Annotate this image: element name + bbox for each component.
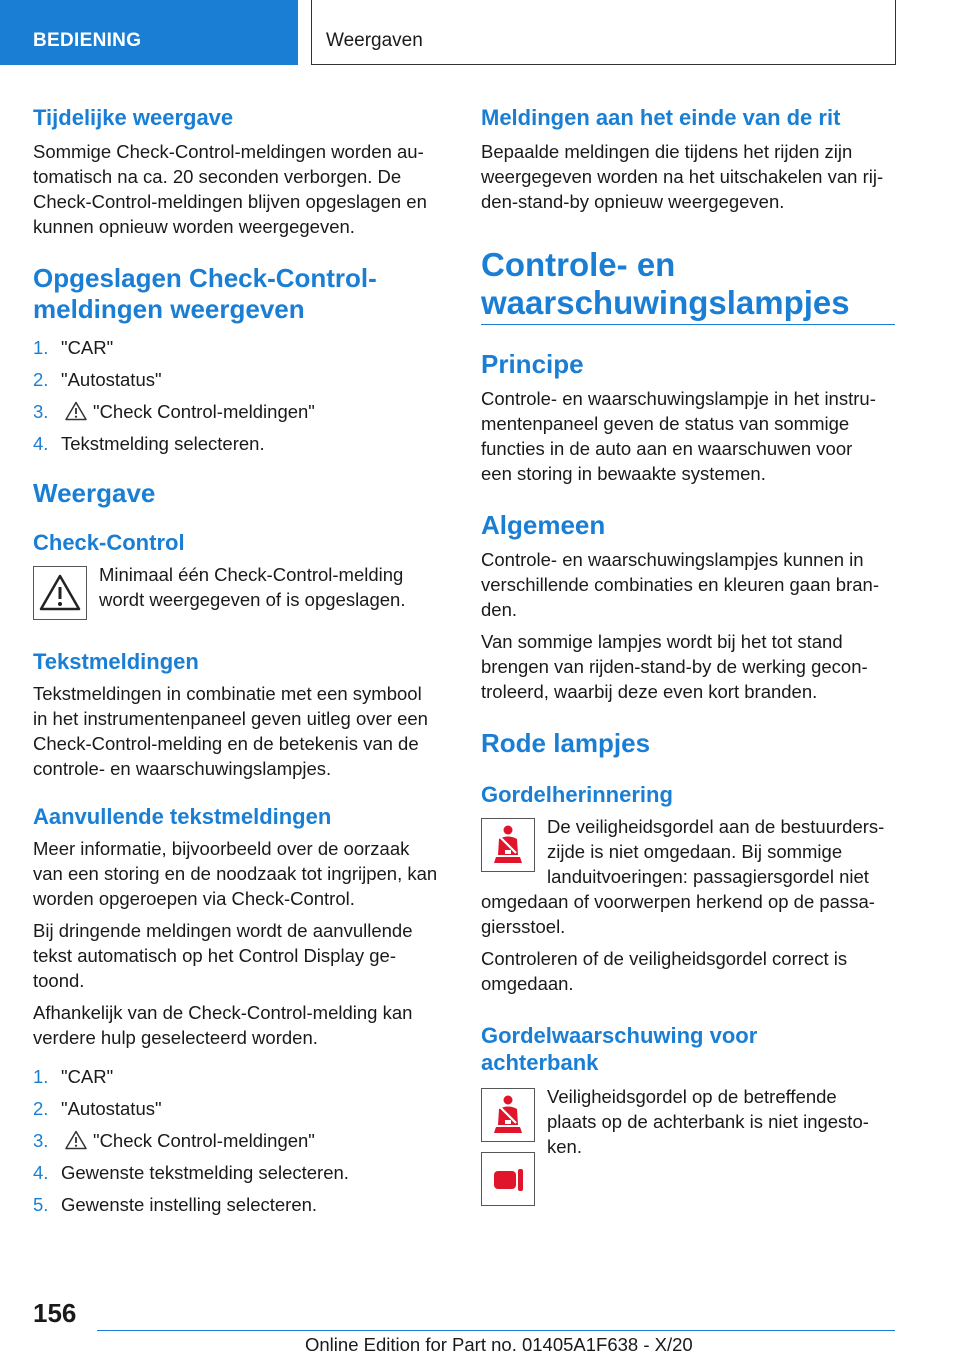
list-item: 4. Gewenste tekstmelding selecteren. bbox=[33, 1162, 349, 1183]
check-control-icon-box bbox=[33, 566, 87, 620]
list-item: 3. "Check Control-meldingen" bbox=[33, 1130, 315, 1151]
list-item: 2. "Autostatus" bbox=[33, 369, 162, 390]
paragraph-meldingen-einde-rit: Bepaalde meldingen die tijdens het rijden zijn weergegeven worden na het uitschakelen van rij- den-stand-by opnieuw weergegeven. bbox=[481, 141, 884, 212]
header-chapter-tab bbox=[311, 0, 896, 65]
page-number: 156 bbox=[33, 1298, 77, 1328]
heading-opgeslagen-meldingen: Opgeslagen Check-Control- meldingen weergeven bbox=[33, 263, 377, 324]
heading-principe: Principe bbox=[481, 349, 584, 379]
seatbelt-icon-box bbox=[481, 1088, 535, 1142]
paragraph-algemeen-2: Van sommige lampjes wordt bij het tot stand brengen van rijden-stand-by de werking gecon- troleerd, waarbij deze even kort branden. bbox=[481, 631, 868, 702]
seatbelt-icon-box bbox=[481, 818, 535, 872]
list-item: 2. "Autostatus" bbox=[33, 1098, 162, 1119]
paragraph-algemeen-1: Controle- en waarschuwingslampjes kunnen in verschillende combinaties en kleuren gaan bran- den. bbox=[481, 549, 879, 620]
heading-rode-lampjes: Rode lampjes bbox=[481, 728, 651, 758]
achterbank-block bbox=[481, 1084, 895, 1206]
paragraph-principe: Controle- en waarschuwingslampje in het instru- mentenpaneel geven de status van sommige functies in de auto aan en waarschuwen voor een storing in bewaakte systemen. bbox=[481, 388, 876, 484]
gordelherinnering-block bbox=[481, 814, 895, 939]
seatbelt-warning-icon bbox=[488, 823, 528, 867]
header-section-label: BEDIENING bbox=[33, 30, 142, 51]
paragraph-aanvullend-2: Bij dringende meldingen wordt de aanvullende tekst automatisch op het Control Display ge- toond. bbox=[33, 920, 413, 991]
list-item: 5. Gewenste instelling selecteren. bbox=[33, 1194, 318, 1215]
steps-list-opgeslagen bbox=[33, 335, 447, 456]
header-section-tab bbox=[0, 0, 298, 65]
heading-check-control: Check-Control bbox=[33, 530, 185, 555]
rear-seat-warning-icon bbox=[488, 1159, 528, 1199]
paragraph-gordelherinnering-2: Controleren of de veiligheidsgordel correct is omgedaan. bbox=[481, 948, 848, 994]
footer-divider bbox=[97, 1330, 895, 1331]
heading-weergave: Weergave bbox=[33, 478, 156, 508]
right-column bbox=[481, 100, 895, 1206]
heading-tekstmeldingen: Tekstmeldingen bbox=[33, 649, 199, 674]
list-item: 1. "CAR" bbox=[33, 337, 114, 358]
heading-meldingen-einde-rit: Meldingen aan het einde van de rit bbox=[481, 105, 841, 130]
heading-tijdelijke-weergave: Tijdelijke weergave bbox=[33, 105, 234, 130]
warning-triangle-icon bbox=[65, 401, 87, 421]
steps-list-aanvullend bbox=[33, 1064, 447, 1217]
check-control-block bbox=[33, 562, 447, 624]
paragraph-check-control: Minimaal één Check-Control-melding wordt weergegeven of is opgeslagen. bbox=[99, 564, 406, 610]
warning-triangle-icon bbox=[65, 1130, 87, 1150]
paragraph-achterbank: Veiligheidsgordel op de betreffende plaats op de achterbank is niet ingesto- ken. bbox=[547, 1086, 869, 1157]
list-item: 1. "CAR" bbox=[33, 1066, 114, 1087]
seatbelt-warning-icon bbox=[488, 1093, 528, 1137]
heading-aanvullende-tekstmeldingen: Aanvullende tekstmeldingen bbox=[33, 804, 332, 829]
achterbank-icons bbox=[481, 1084, 535, 1206]
list-item: 3. "Check Control-meldingen" bbox=[33, 401, 315, 422]
header-chapter-label: Weergaven bbox=[326, 30, 423, 51]
heading-controle-waarschuwingslampjes: Controle- en waarschuwingslampjes bbox=[481, 246, 850, 321]
rear-seat-icon-box bbox=[481, 1152, 535, 1206]
paragraph-gordelherinnering-1: De veiligheidsgordel aan de bestuurders- zijde is niet omgedaan. Bij sommige landuitvoeringen: passagiersgordel niet omgedaan of voorwerpen herkend op de passa- giersstoel. bbox=[481, 816, 885, 937]
chapter-divider bbox=[481, 324, 895, 325]
paragraph-tekstmeldingen: Tekstmeldingen in combinatie met een symbool in het instrumentenpaneel geven uitleg over een Check-Control-melding en de betekenis van de controle- en waarschuwingslampjes. bbox=[33, 683, 428, 779]
heading-gordelwaarschuwing-achterbank: Gordelwaarschuwing voor achterbank bbox=[481, 1023, 758, 1075]
heading-algemeen: Algemeen bbox=[481, 510, 606, 540]
warning-triangle-icon bbox=[38, 573, 82, 613]
left-column bbox=[33, 100, 447, 1224]
list-item: 4. Tekstmelding selecteren. bbox=[33, 433, 265, 454]
paragraph-aanvullend-1: Meer informatie, bijvoorbeeld over de oorzaak van een storing en de noodzaak tot ingrijpen, kan worden opgeroepen via Check-Control. bbox=[33, 838, 438, 909]
paragraph-aanvullend-3: Afhankelijk van de Check-Control-melding kan verdere hulp geselecteerd worden. bbox=[33, 1002, 413, 1048]
footer-edition: Online Edition for Part no. 01405A1F638 - X/20 bbox=[305, 1334, 693, 1355]
paragraph-tijdelijke-weergave: Sommige Check-Control-meldingen worden au- tomatisch na ca. 20 seconden verborgen. De Check-Control-meldingen blijven opgeslagen en kunnen opnieuw worden weergegeven. bbox=[33, 141, 427, 237]
heading-gordelherinnering: Gordelherinnering bbox=[481, 782, 673, 807]
